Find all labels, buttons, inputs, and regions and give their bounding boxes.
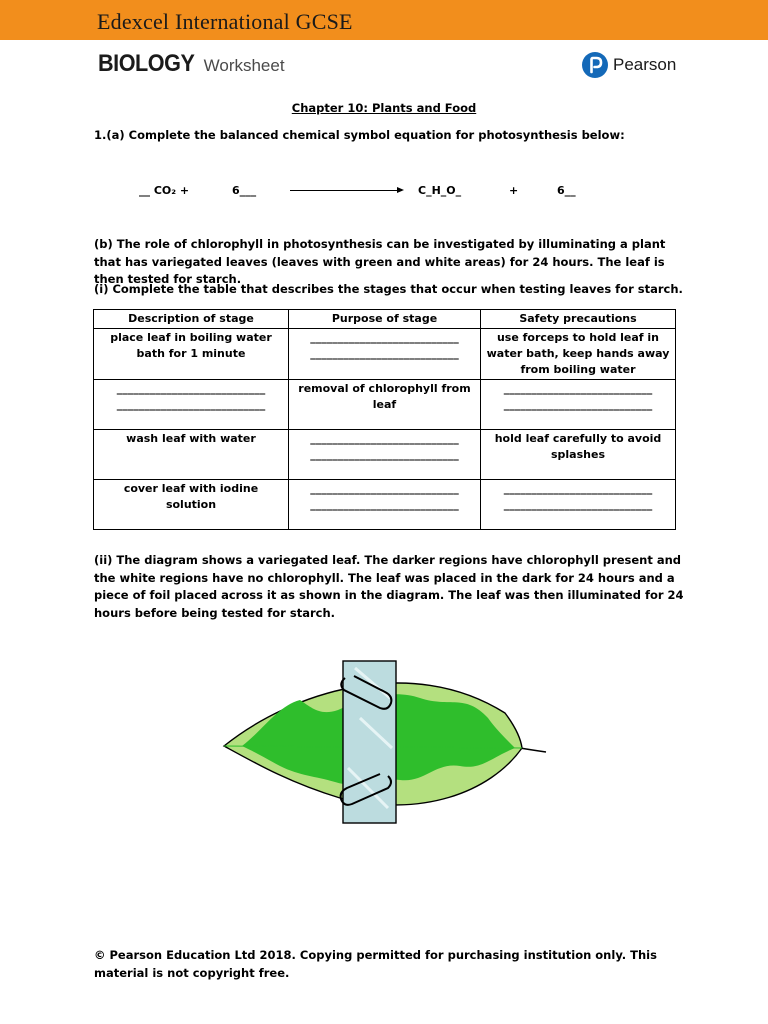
- header-band: [0, 0, 768, 40]
- equation-term-glucose: C_H_O_: [418, 184, 462, 197]
- answer-line[interactable]: ___________________________: [310, 347, 459, 360]
- answer-line[interactable]: ___________________________: [310, 448, 459, 461]
- pearson-logo: [582, 52, 676, 78]
- answer-cell[interactable]: [289, 430, 481, 480]
- table-row: [94, 380, 676, 430]
- table-cell: cover leaf with iodine solution: [94, 480, 289, 530]
- table-cell: wash leaf with water: [94, 430, 289, 480]
- answer-line[interactable]: ___________________________: [503, 482, 653, 495]
- answer-line[interactable]: ___________________________: [310, 498, 459, 511]
- answer-cell[interactable]: [289, 480, 481, 530]
- question-1b-i: (i) Complete the table that describes the stages that occur when testing leaves for starch.: [94, 282, 683, 296]
- variegated-leaf-diagram: [220, 658, 550, 832]
- qualification-title: Edexcel International GCSE: [97, 9, 353, 34]
- column-header: Safety precautions: [481, 310, 676, 329]
- answer-line[interactable]: ___________________________: [116, 398, 266, 411]
- leaf-stem: [520, 748, 546, 752]
- answer-line[interactable]: ___________________________: [310, 482, 459, 495]
- question-1b: (b) The role of chlorophyll in photosynthesis can be investigated by illuminating a plant that has variegated leaves (leaves with green and white areas) for 24 hours. The leaf is then tested for starch.: [94, 237, 666, 286]
- column-header: Purpose of stage: [289, 310, 481, 329]
- foil-strip: [343, 661, 396, 823]
- equation-term-oxygen: 6__: [557, 184, 576, 197]
- copyright-footer: © Pearson Education Ltd 2018. Copying permitted for purchasing institution only. This material is not copyright free.: [94, 948, 657, 980]
- equation-term-co2: __ CO₂ +: [139, 184, 190, 197]
- answer-cell[interactable]: [289, 329, 481, 380]
- table-row: [94, 329, 676, 380]
- table-row: [94, 480, 676, 530]
- subject-heading: [98, 50, 285, 78]
- table-cell: removal of chlorophyll from leaf: [289, 380, 481, 430]
- subject-suffix: Worksheet: [203, 56, 285, 75]
- answer-line[interactable]: ___________________________: [503, 398, 653, 411]
- answer-cell[interactable]: [481, 380, 676, 430]
- answer-line[interactable]: ___________________________: [503, 382, 653, 395]
- reaction-arrow: [290, 190, 402, 191]
- column-header: Description of stage: [94, 310, 289, 329]
- question-1b-ii: (ii) The diagram shows a variegated leaf. The darker regions have chlorophyll present and the white regions have no chlorophyll. The leaf was placed in the dark for 24 hours and a piece of foil placed across it as shown in the diagram. The leaf was then illuminated for 24 hours before being tested for starch.: [94, 553, 684, 620]
- question-1a: 1.(a) Complete the balanced chemical symbol equation for photosynthesis below:: [94, 128, 625, 142]
- chapter-title: Chapter 10: Plants and Food: [291, 101, 477, 115]
- answer-line[interactable]: ___________________________: [310, 331, 459, 344]
- table-cell: place leaf in boiling water bath for 1 minute: [94, 329, 289, 380]
- answer-line[interactable]: ___________________________: [503, 498, 653, 511]
- pearson-p-icon: [582, 52, 608, 78]
- answer-cell[interactable]: [481, 480, 676, 530]
- answer-line[interactable]: ___________________________: [310, 432, 459, 445]
- equation-plus: +: [509, 184, 519, 197]
- starch-test-table: [93, 309, 676, 530]
- table-cell: hold leaf carefully to avoid splashes: [481, 430, 676, 480]
- table-row: [94, 430, 676, 480]
- equation-term-water: 6___: [232, 184, 257, 197]
- table-cell: use forceps to hold leaf in water bath, keep hands away from boiling water: [481, 329, 676, 380]
- answer-line[interactable]: ___________________________: [116, 382, 266, 395]
- table-header-row: [94, 310, 676, 329]
- answer-cell[interactable]: [94, 380, 289, 430]
- subject-name: BIOLOGY: [98, 50, 195, 77]
- brand-name: Pearson: [613, 55, 677, 74]
